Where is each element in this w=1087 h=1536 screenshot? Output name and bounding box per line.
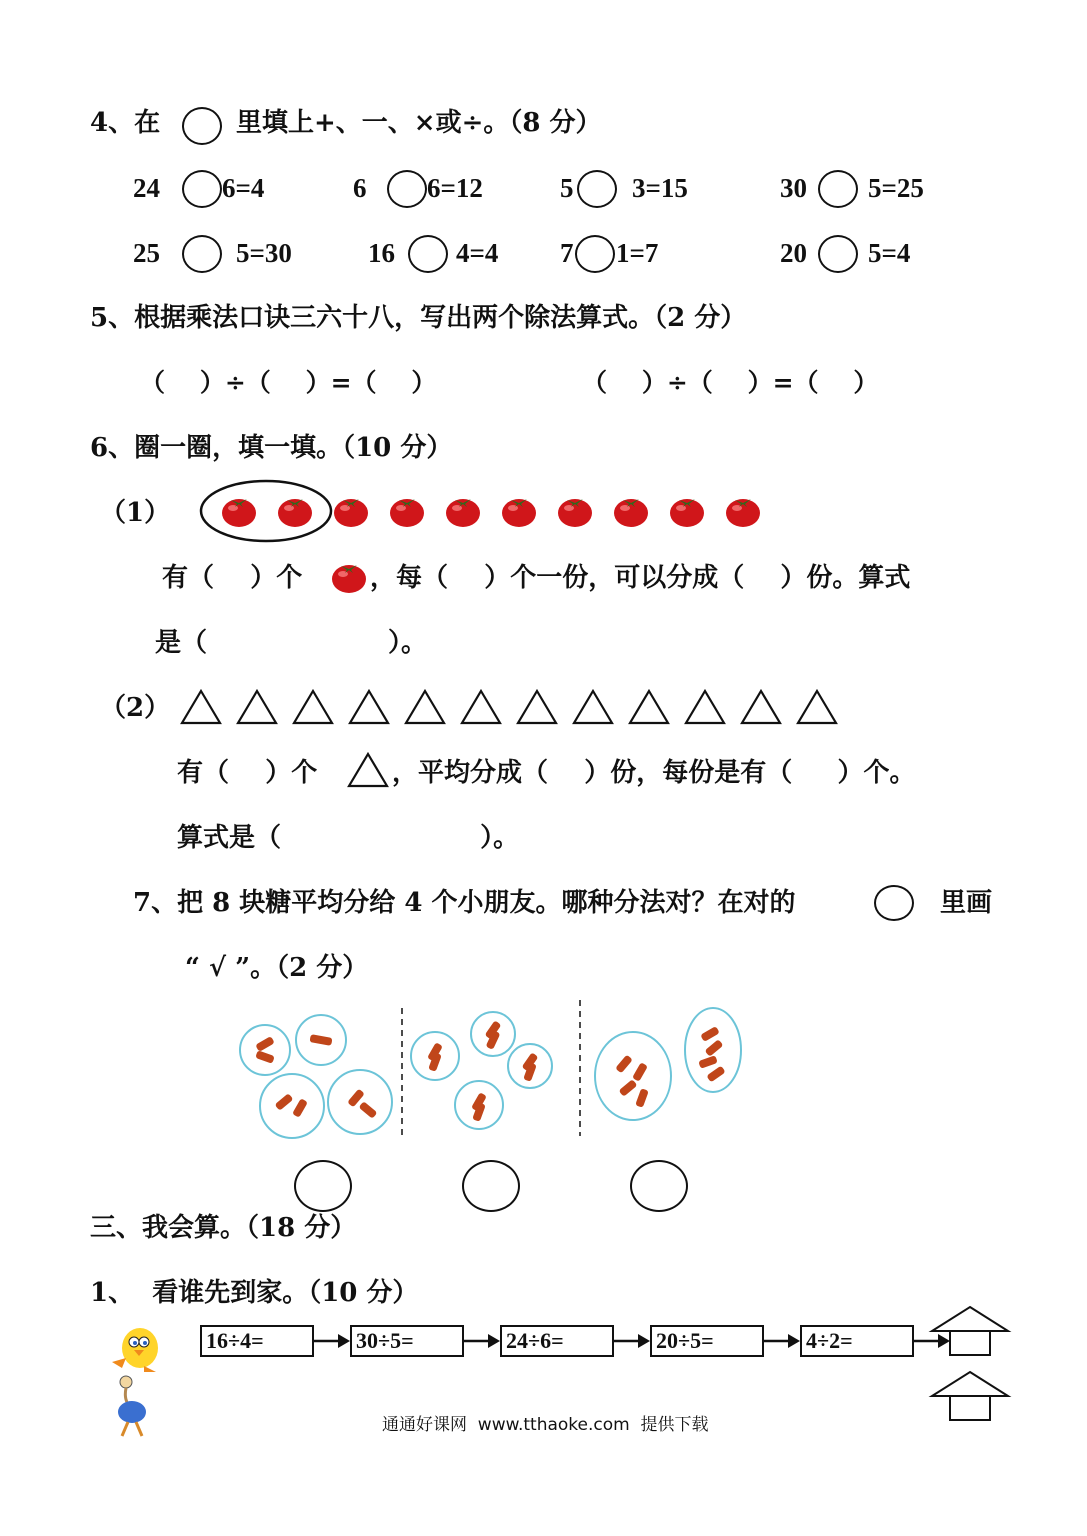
tomato-icon (501, 494, 537, 528)
q6-p2-line2[interactable]: 算式是（ ）。 (177, 823, 520, 853)
q4-r1-c4-left: 30 (780, 173, 807, 203)
triangle-icon (460, 689, 502, 725)
q4-r2-c2-right: 4=4 (456, 238, 499, 268)
q4-r2-c2-left: 16 (368, 238, 395, 268)
tomato-icon (333, 494, 369, 528)
q4-r2-c3-right: 1=7 (616, 238, 659, 268)
q4-title: 里填上+、一、×或÷。（8 分） (236, 108, 602, 138)
answer-circle[interactable] (577, 170, 617, 208)
q4-r2-c4-right: 5=4 (868, 238, 911, 268)
tomato-icon (669, 494, 705, 528)
answer-circle[interactable] (818, 170, 858, 208)
q4-title-prefix: 4、在 (90, 108, 161, 138)
q5-title: 5、根据乘法口诀三六十八，写出两个除法算式。（2 分） (90, 303, 747, 333)
answer-circle[interactable] (818, 235, 858, 273)
tomato-icon (557, 494, 593, 528)
q4-r1-c1-left: 24 (133, 173, 160, 203)
tomato-icon (613, 494, 649, 528)
check-circle-icon (874, 885, 914, 921)
house-icon (928, 1370, 1012, 1424)
q6-p2-label: （2） (100, 693, 171, 723)
q6-p1-label: （1） (100, 498, 171, 528)
calc-box[interactable]: 20÷5= (650, 1325, 764, 1357)
tomato-icon (389, 494, 425, 528)
answer-circle[interactable] (387, 170, 427, 208)
triangle-icon (404, 689, 446, 725)
answer-circle[interactable] (408, 235, 448, 273)
calc-box[interactable]: 16÷4= (200, 1325, 314, 1357)
q4-r2-c1-left: 25 (133, 238, 160, 268)
q6-p2-line1a: 有（ ）个 (177, 758, 318, 788)
ostrich-icon (108, 1374, 156, 1438)
calc-box[interactable]: 30÷5= (350, 1325, 464, 1357)
q4-r2-c3-left: 7 (560, 238, 574, 268)
arrow-right-icon (764, 1331, 800, 1351)
q4-r1-c3-left: 5 (560, 173, 574, 203)
answer-circle-option-1[interactable] (294, 1160, 352, 1212)
q4-r1-c3-right: 3=15 (632, 173, 688, 203)
triangle-icon (236, 689, 278, 725)
q4-r1-c2-left: 6 (353, 173, 367, 203)
triangle-icon (572, 689, 614, 725)
arrow-right-icon (464, 1331, 500, 1351)
triangle-icon (796, 689, 838, 725)
footer: 通通好课网 www.tthaoke.com 提供下载 (382, 1415, 709, 1435)
triangle-icon (180, 689, 222, 725)
q4-r2-c1-right: 5=30 (236, 238, 292, 268)
answer-circle-option-2[interactable] (462, 1160, 520, 1212)
q7-title: 7、把 8 块糖平均分给 4 个小朋友。哪种分法对？在对的 (133, 888, 796, 918)
q4-r1-c4-right: 5=25 (868, 173, 924, 203)
calc-box[interactable]: 4÷2= (800, 1325, 914, 1357)
arrow-right-icon (614, 1331, 650, 1351)
q5-blank-1[interactable]: （ ）÷（ ）=（ ） (140, 368, 437, 397)
answer-circle[interactable] (575, 235, 615, 273)
triangle-icon (347, 752, 389, 788)
q5-blank-2[interactable]: （ ）÷（ ）=（ ） (582, 368, 879, 397)
answer-circle[interactable] (182, 170, 222, 208)
triangle-icon (684, 689, 726, 725)
triangle-icon (628, 689, 670, 725)
group-ellipse (198, 478, 334, 544)
q6-p1-line2[interactable]: 是（ ）。 (155, 628, 428, 658)
operator-circle-icon (182, 107, 222, 145)
candy-division-illustration (235, 998, 755, 1148)
triangle-icon (516, 689, 558, 725)
s3-q1-title: 1、 看谁先到家。（10 分） (90, 1278, 419, 1308)
triangle-icon (348, 689, 390, 725)
tomato-icon (331, 560, 367, 594)
q6-p1-line1a: 有（ ）个 (162, 563, 303, 593)
answer-circle-option-3[interactable] (630, 1160, 688, 1212)
triangle-icon (292, 689, 334, 725)
q6-p2-line1b: ，平均分成（ ）份，每份是有（ ）个。 (392, 758, 916, 788)
q7-title-b: 里画 (940, 888, 993, 918)
arrow-right-icon (314, 1331, 350, 1351)
tomato-icon (277, 494, 313, 528)
tomato-icon (445, 494, 481, 528)
tomato-icon (725, 494, 761, 528)
q6-title: 6、圈一圈，填一填。（10 分） (90, 433, 453, 463)
q4-r1-c2-right: 6=12 (427, 173, 483, 203)
q4-r2-c4-left: 20 (780, 238, 807, 268)
bird-icon (104, 1318, 168, 1378)
q6-p1-line1b: ，每（ ）个一份，可以分成（ ）份。算式 (370, 563, 911, 593)
calc-box[interactable]: 24÷6= (500, 1325, 614, 1357)
house-icon (928, 1305, 1012, 1359)
q4-r1-c1-right: 6=4 (222, 173, 265, 203)
triangle-icon (740, 689, 782, 725)
q7-line2: “ √ ”。（2 分） (185, 953, 369, 983)
answer-circle[interactable] (182, 235, 222, 273)
tomato-icon (221, 494, 257, 528)
section3-title: 三、我会算。（18 分） (90, 1213, 357, 1243)
